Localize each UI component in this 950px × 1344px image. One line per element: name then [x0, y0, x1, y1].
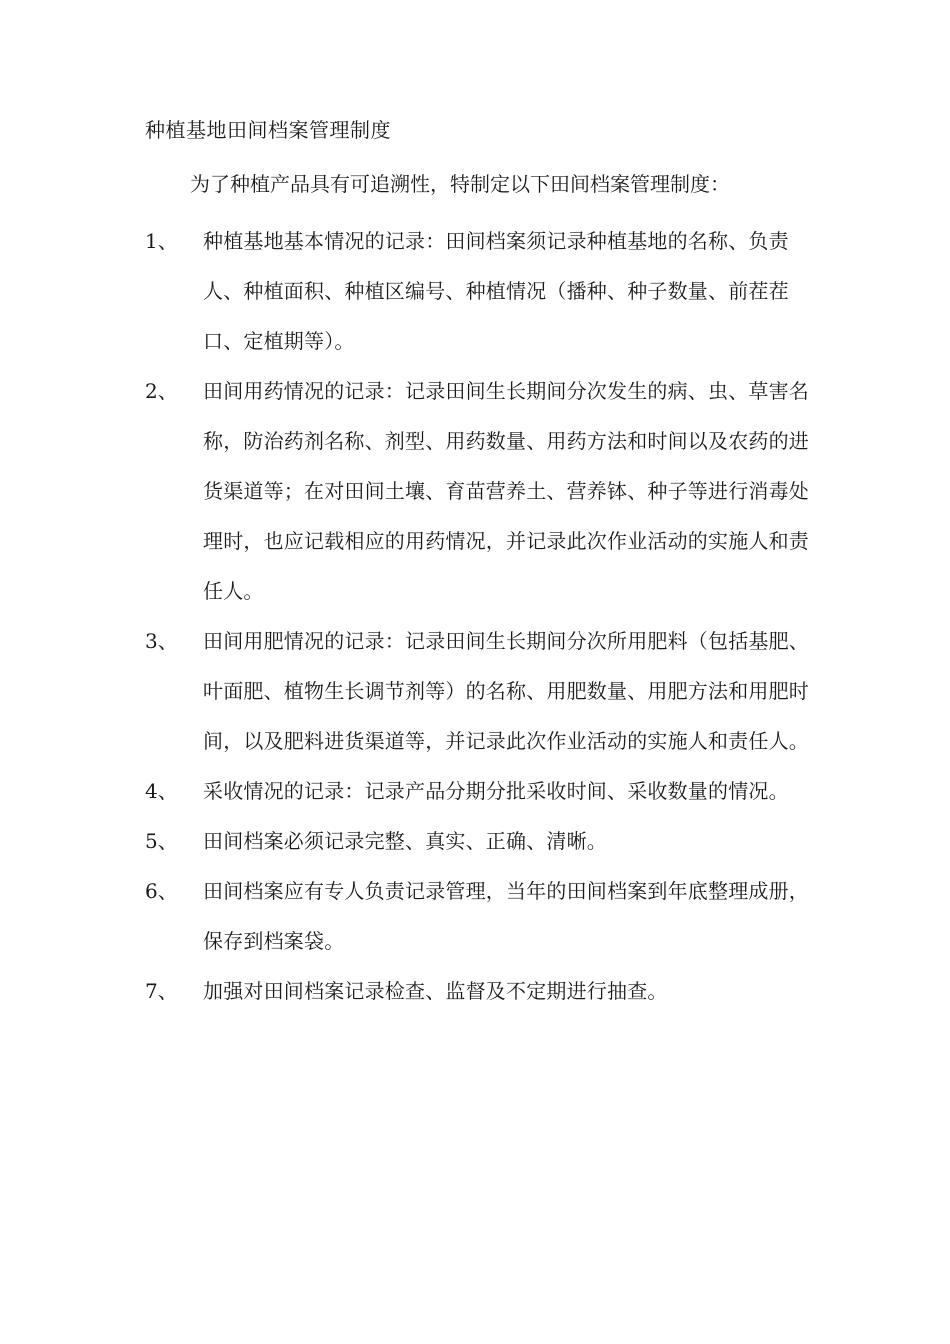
intro-paragraph: 为了种植产品具有可追溯性，特制定以下田间档案管理制度：	[190, 172, 730, 196]
item-text: 加强对田间档案记录检查、监督及不定期进行抽查。	[203, 979, 668, 1003]
item-number: 2、	[145, 379, 178, 403]
document-title: 种植基地田间档案管理制度	[145, 118, 391, 142]
item-number: 7、	[145, 979, 178, 1003]
list-item	[145, 766, 825, 816]
item-number: 5、	[145, 829, 178, 853]
item-number: 6、	[145, 879, 178, 903]
item-text: 田间用药情况的记录：记录田间生长期间分次发生的病、虫、草害名称，防治药剂名称、剂型、用药数量、用药方法和时间以及农药的进货渠道等；在对田间土壤、育苗营养土、营养钵、种子等进行消毒处理时，也应记载相应的用药情况，并记录此次作业活动的实施人和责任人。	[203, 379, 809, 603]
item-number: 3、	[145, 629, 178, 653]
item-number: 4、	[145, 779, 178, 803]
item-number: 1、	[145, 229, 178, 253]
item-text: 田间档案必须记录完整、真实、正确、清晰。	[203, 829, 607, 853]
list-item	[145, 866, 825, 966]
list-item	[145, 216, 825, 366]
list-item	[145, 366, 825, 616]
rules-list	[145, 216, 825, 1016]
item-text: 田间用肥情况的记录：记录田间生长期间分次所用肥料（包括基肥、叶面肥、植物生长调节剂等）的名称、用肥数量、用肥方法和用肥时间，以及肥料进货渠道等，并记录此次作业活动的实施人和责任人。	[203, 629, 809, 753]
item-text: 采收情况的记录：记录产品分期分批采收时间、采收数量的情况。	[203, 779, 789, 803]
list-item	[145, 616, 825, 766]
item-text: 种植基地基本情况的记录：田间档案须记录种植基地的名称、负责人、种植面积、种植区编号、种植情况（播种、种子数量、前茬茬口、定植期等）。	[203, 229, 789, 353]
list-item	[145, 816, 825, 866]
list-item	[145, 966, 825, 1016]
item-text: 田间档案应有专人负责记录管理，当年的田间档案到年底整理成册，保存到档案袋。	[203, 879, 809, 953]
